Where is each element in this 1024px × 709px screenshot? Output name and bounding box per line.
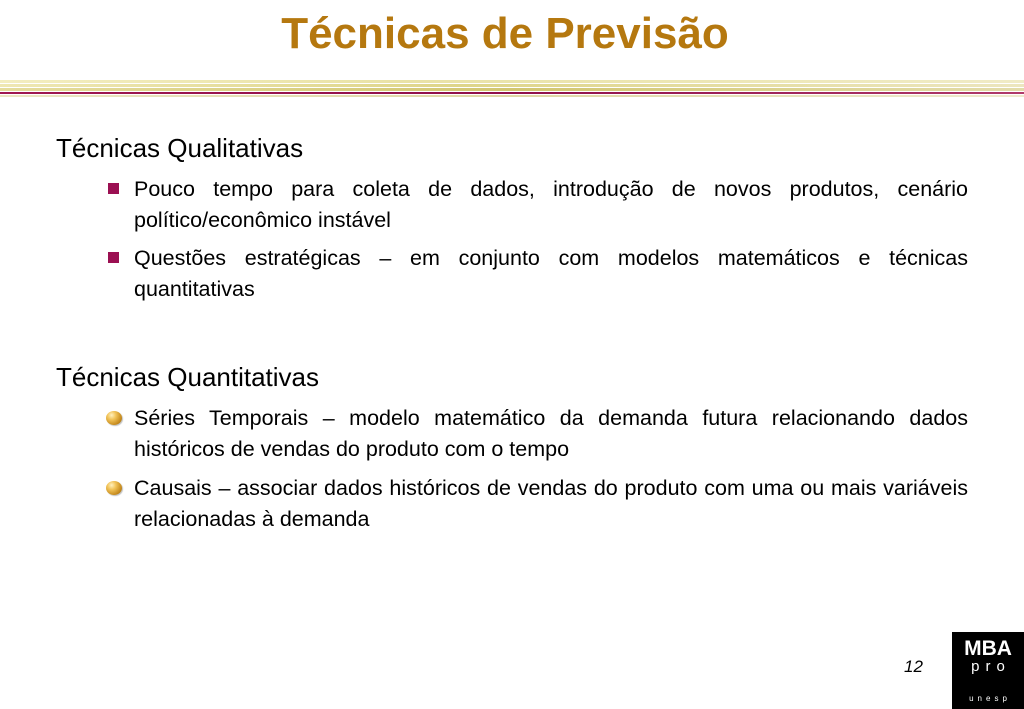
mba-pro-logo [952, 632, 1024, 709]
ball-bullet-icon [106, 411, 122, 425]
logo-text-pro: pro [971, 658, 1011, 675]
logo-text-mba: MBA [964, 637, 1012, 660]
title-divider [0, 80, 1024, 98]
bullet-text: Causais – associar dados históricos de vendas do produto com uma ou mais variáveis relacionadas à demanda [134, 476, 968, 531]
section-heading-quantitative: Técnicas Quantitativas [56, 362, 320, 392]
square-bullet-icon [108, 252, 119, 263]
bullet-item [108, 403, 968, 465]
ball-bullet-icon [106, 481, 122, 495]
section-heading-qualitative: Técnicas Qualitativas [56, 133, 304, 163]
bullet-text: Questões estratégicas – em conjunto com modelos matemáticos e técnicas quantitativas [134, 246, 968, 301]
logo-text-unesp: unesp [969, 694, 1011, 703]
page-number: 12 [904, 657, 923, 676]
bullet-item [108, 473, 968, 535]
bullet-item [108, 174, 968, 236]
bullet-item [108, 243, 968, 305]
slide-title: Técnicas de Previsão [281, 9, 729, 58]
bullet-text: Séries Temporais – modelo matemático da demanda futura relacionando dados históricos de vendas do produto com o tempo [134, 406, 968, 461]
square-bullet-icon [108, 183, 119, 194]
bullet-text: Pouco tempo para coleta de dados, introdução de novos produtos, cenário político/econômico instável [134, 177, 968, 232]
